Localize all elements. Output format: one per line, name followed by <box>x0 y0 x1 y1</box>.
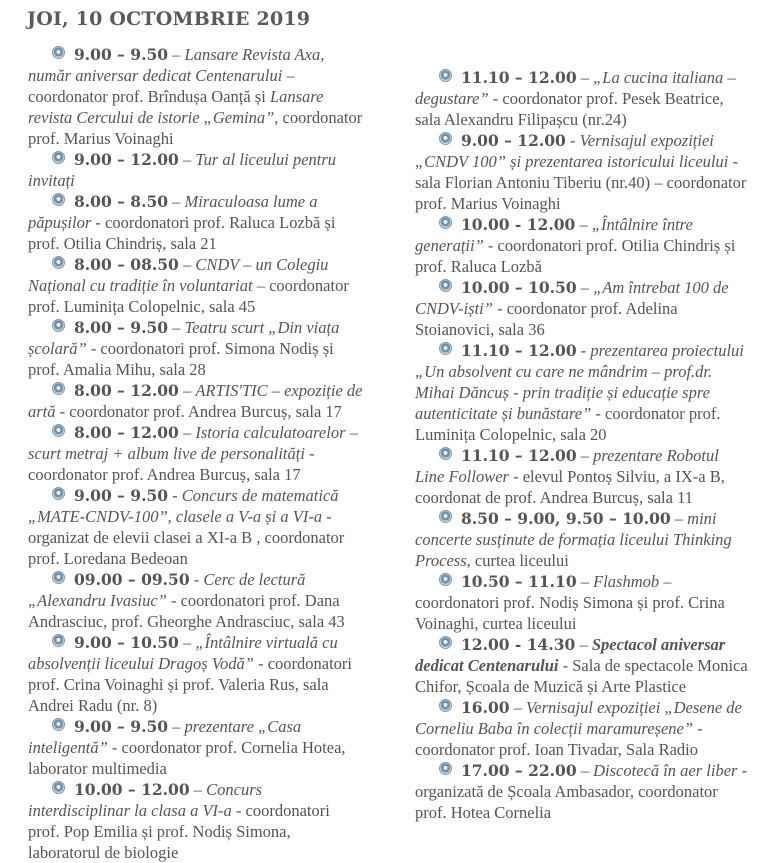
event-details: - elevul Pontoș Silviu, a IX-a B, coordonat de prof. Andrea Burcuș, sala 11 <box>415 467 725 507</box>
event-title: „Am întrebat 100 de CNDV-iști” <box>415 278 729 318</box>
schedule-entry <box>415 340 750 445</box>
event-details: - <box>189 570 204 589</box>
event-time: 11.10 – 12.00 <box>461 446 577 465</box>
schedule-entry <box>28 422 363 485</box>
seal-emblem-icon <box>52 718 65 731</box>
event-details: – <box>576 278 594 297</box>
event-title: Lansare Revista Axa, număr aniversar dedicat Centenarului – <box>28 45 325 85</box>
event-title: Tur al liceului pentru invitați <box>28 150 337 190</box>
event-details: coordonatori prof. Nodiș Simona și prof. Crina Voinaghi, curtea liceului <box>415 593 725 633</box>
schedule-entry <box>28 317 363 380</box>
event-title: prezentare „Casa inteligentă” <box>28 717 302 757</box>
schedule-entry <box>28 485 363 569</box>
seal-emblem-icon <box>439 447 452 460</box>
event-details: - coordonator prof. Luminița Colopelnic, sala 20 <box>415 404 721 444</box>
event-time: 8.50 – 9.00, 9.50 – 10.00 <box>461 509 671 528</box>
event-time: 17.00 – 22.00 <box>461 761 577 780</box>
seal-emblem-icon <box>439 132 452 145</box>
event-details: – <box>168 45 185 64</box>
seal-emblem-icon <box>439 342 452 355</box>
event-title: Lansare revista Cercului de istorie „Gemina” <box>28 87 324 127</box>
event-details: - <box>576 341 591 360</box>
seal-emblem-icon <box>52 46 65 59</box>
seal-emblem-icon <box>439 279 452 292</box>
event-details: - coordonatori prof. Pop Emilia și prof. Nodiș Simona, laboratorul de biologie <box>28 801 330 862</box>
event-details: – <box>509 698 527 717</box>
event-time: 12.00 - 14.30 <box>461 635 576 654</box>
seal-emblem-icon <box>52 634 65 647</box>
event-details: - coordonator prof. Adelina Stoianovici, sala 36 <box>415 299 678 339</box>
event-time: 8.00 – 12.00 <box>74 423 179 442</box>
schedule-entry <box>28 779 363 863</box>
event-time: 8.00 – 9.50 <box>74 318 169 337</box>
event-details: - coordonator prof. Andrea Burcuș, sala 17 <box>55 402 342 421</box>
event-details: – <box>178 381 196 400</box>
schedule-entry <box>28 380 363 422</box>
seal-emblem-icon <box>52 781 65 794</box>
event-title: CNDV – un Colegiu Național cu tradiție în voluntariat – <box>28 255 329 295</box>
event-time: 8.00 – 8.50 <box>74 192 169 211</box>
event-details: – <box>178 633 196 652</box>
event-details: - coordonatori prof. Crina Voinaghi și prof. Valeria Rus, sala Andrei Radu (nr. 8) <box>28 654 353 715</box>
seal-emblem-icon <box>52 571 65 584</box>
schedule-entry <box>28 191 363 254</box>
event-details: - organizat de elevii clasei a XI-a B , coordonator prof. Loredana Bedeoan <box>28 507 345 568</box>
event-details: - organizată de Școala Ambasador, coordonator prof. Hotea Cornelia <box>415 761 748 822</box>
event-time: 11.10 – 12.00 <box>461 341 577 360</box>
event-details: , coordonator prof. Marius Voinaghi <box>28 108 363 148</box>
seal-emblem-icon <box>52 319 65 332</box>
event-details: – <box>670 509 688 528</box>
event-time: 10.50 – 11.10 <box>461 572 577 591</box>
schedule-entry <box>415 67 750 130</box>
event-title: Concurs de matematică „MATE-CNDV-100”, clasele a V-a și a VI-a <box>28 486 339 526</box>
event-title: Discotecă în aer liber <box>593 761 738 780</box>
event-details: - coordonatori prof. Simona Nodiș și prof. Amalia Mihu, sala 28 <box>28 339 334 379</box>
schedule-right-column <box>415 67 750 823</box>
schedule-entry <box>415 445 750 508</box>
event-time: 9.00 – 9.50 <box>74 45 169 64</box>
event-time: 8.00 – 08.50 <box>74 255 179 274</box>
event-details: – <box>576 446 594 465</box>
schedule-entry <box>28 569 363 632</box>
event-details: coordonator prof. Brîndușa Oanță și <box>28 87 270 106</box>
event-time: 10.00 – 12.00 <box>74 780 190 799</box>
event-details: coordonator prof. Luminița Colopelnic, sala 45 <box>28 276 349 316</box>
event-time: 8.00 – 12.00 <box>74 381 179 400</box>
schedule-entry <box>415 634 750 697</box>
page-title: JOI, 10 OCTOMBRIE 2019 <box>27 8 311 30</box>
seal-emblem-icon <box>52 424 65 437</box>
event-title: Teatru scurt „Din viața școlară” <box>28 318 340 358</box>
event-time: 9.00 – 12.00 <box>74 150 179 169</box>
event-details: – <box>575 635 592 654</box>
event-title: Istoria calculatoarelor – scurt metraj + album live de personalități <box>28 423 358 463</box>
event-title: Vernisajul expoziției „CNDV 100” și prezentarea istoricului liceului <box>415 131 729 171</box>
schedule-left-column <box>28 44 363 863</box>
event-details: – <box>178 150 196 169</box>
seal-emblem-icon <box>52 487 65 500</box>
seal-emblem-icon <box>52 193 65 206</box>
event-details: - coordonator prof. Ioan Tivadar, Sala Radio <box>415 719 703 759</box>
seal-emblem-icon <box>439 69 452 82</box>
event-time: 09.00 – 09.50 <box>74 570 190 589</box>
seal-emblem-icon <box>439 510 452 523</box>
event-title: prezentarea proiectului „Un absolvent cu care ne mândrim – prof.dr. Mihai Dăncuș - prin tradiție și educație spre autenticitate și bunăstare” <box>415 341 744 423</box>
seal-emblem-icon <box>52 382 65 395</box>
event-details: - coordonatori prof. Otilia Chindriș și prof. Raluca Lozbă <box>415 236 736 276</box>
schedule-entry <box>415 697 750 760</box>
event-details: - Sala de spectacole Monica Chifor, Școala de Muzică și Arte Plastice <box>415 656 748 696</box>
schedule-entry <box>415 130 750 214</box>
schedule-entry <box>28 149 363 191</box>
schedule-entry <box>28 716 363 779</box>
event-title: ARTIS'TIC – expoziție de artă <box>28 381 363 421</box>
seal-emblem-icon <box>52 256 65 269</box>
event-title: Flashmob – <box>593 572 672 591</box>
schedule-entry <box>415 214 750 277</box>
event-details: – <box>168 192 185 211</box>
schedule-entry <box>415 760 750 823</box>
event-details: – <box>168 318 185 337</box>
event-details: - <box>168 486 182 505</box>
schedule-entry <box>415 508 750 571</box>
event-details: - coordonatori prof. Raluca Lozbă și prof. Otilia Chindriș, sala 21 <box>28 213 336 253</box>
event-details: – <box>576 572 594 591</box>
schedule-entry <box>28 254 363 317</box>
seal-emblem-icon <box>439 636 452 649</box>
event-time: 11.10 – 12.00 <box>461 68 577 87</box>
event-time: 9.00 – 12.00 <box>461 131 566 150</box>
event-details: - coordonatori prof. Dana Andrasciuc, prof. Gheorghe Andrasciuc, sala 43 <box>28 591 345 631</box>
event-details: - sala Florian Antoniu Tiberiu (nr.40) – coordonator prof. Marius Voinaghi <box>415 152 747 213</box>
event-details: – <box>576 68 594 87</box>
schedule-entry <box>415 277 750 340</box>
seal-emblem-icon <box>439 216 452 229</box>
event-details: - coordonator prof. Cornelia Hotea, laborator multimedia <box>28 738 346 778</box>
event-title: prezentare Robotul Line Follower <box>415 446 719 486</box>
event-title: mini concerte susținute de formația liceului Thinking Process <box>415 509 732 570</box>
event-title: Spectacol aniversar dedicat Centenarului <box>415 635 726 675</box>
event-details: – <box>575 215 592 234</box>
schedule-entry <box>28 44 363 149</box>
seal-emblem-icon <box>439 699 452 712</box>
event-details: - coordonator prof. Pesek Beatrice, sala Alexandru Filipașcu (nr.24) <box>415 89 724 129</box>
event-time: 9.00 – 10.50 <box>74 633 179 652</box>
event-time: 10.00 – 10.50 <box>461 278 577 297</box>
event-details: – <box>178 255 196 274</box>
event-title: Vernisajul expoziției „Desene de Corneliu Baba în colecții maramureșene” <box>415 698 742 738</box>
event-details: – <box>168 717 185 736</box>
event-details: - <box>565 131 580 150</box>
schedule-entry <box>28 632 363 716</box>
event-title: Cerc de lectură „Alexandru Ivasiuc” <box>28 570 306 610</box>
seal-emblem-icon <box>52 151 65 164</box>
event-title: Concurs interdisciplinar la clasa a VI-a <box>28 780 263 820</box>
event-details: – <box>189 780 207 799</box>
event-title: „La cucina italiana – degustare” <box>415 68 736 108</box>
seal-emblem-icon <box>439 762 452 775</box>
schedule-entry <box>415 571 750 634</box>
event-title: „Întâlnire între generații” <box>415 215 693 255</box>
event-details: – <box>576 761 594 780</box>
event-time: 16.00 <box>461 698 510 717</box>
event-time: 9.00 – 9.50 <box>74 486 169 505</box>
event-title: Miraculoasa lume a păpușilor <box>28 192 318 232</box>
event-details: – <box>178 423 196 442</box>
event-title: „Întâlnire virtuală cu absolvenții liceului Dragoș Vodă” <box>28 633 338 673</box>
event-details: , curtea liceului <box>466 551 569 570</box>
seal-emblem-icon <box>439 573 452 586</box>
event-time: 9.00 – 9.50 <box>74 717 169 736</box>
event-time: 10.00 - 12.00 <box>461 215 576 234</box>
event-details: - coordonator prof. Andrea Burcuș, sala 17 <box>28 444 315 484</box>
